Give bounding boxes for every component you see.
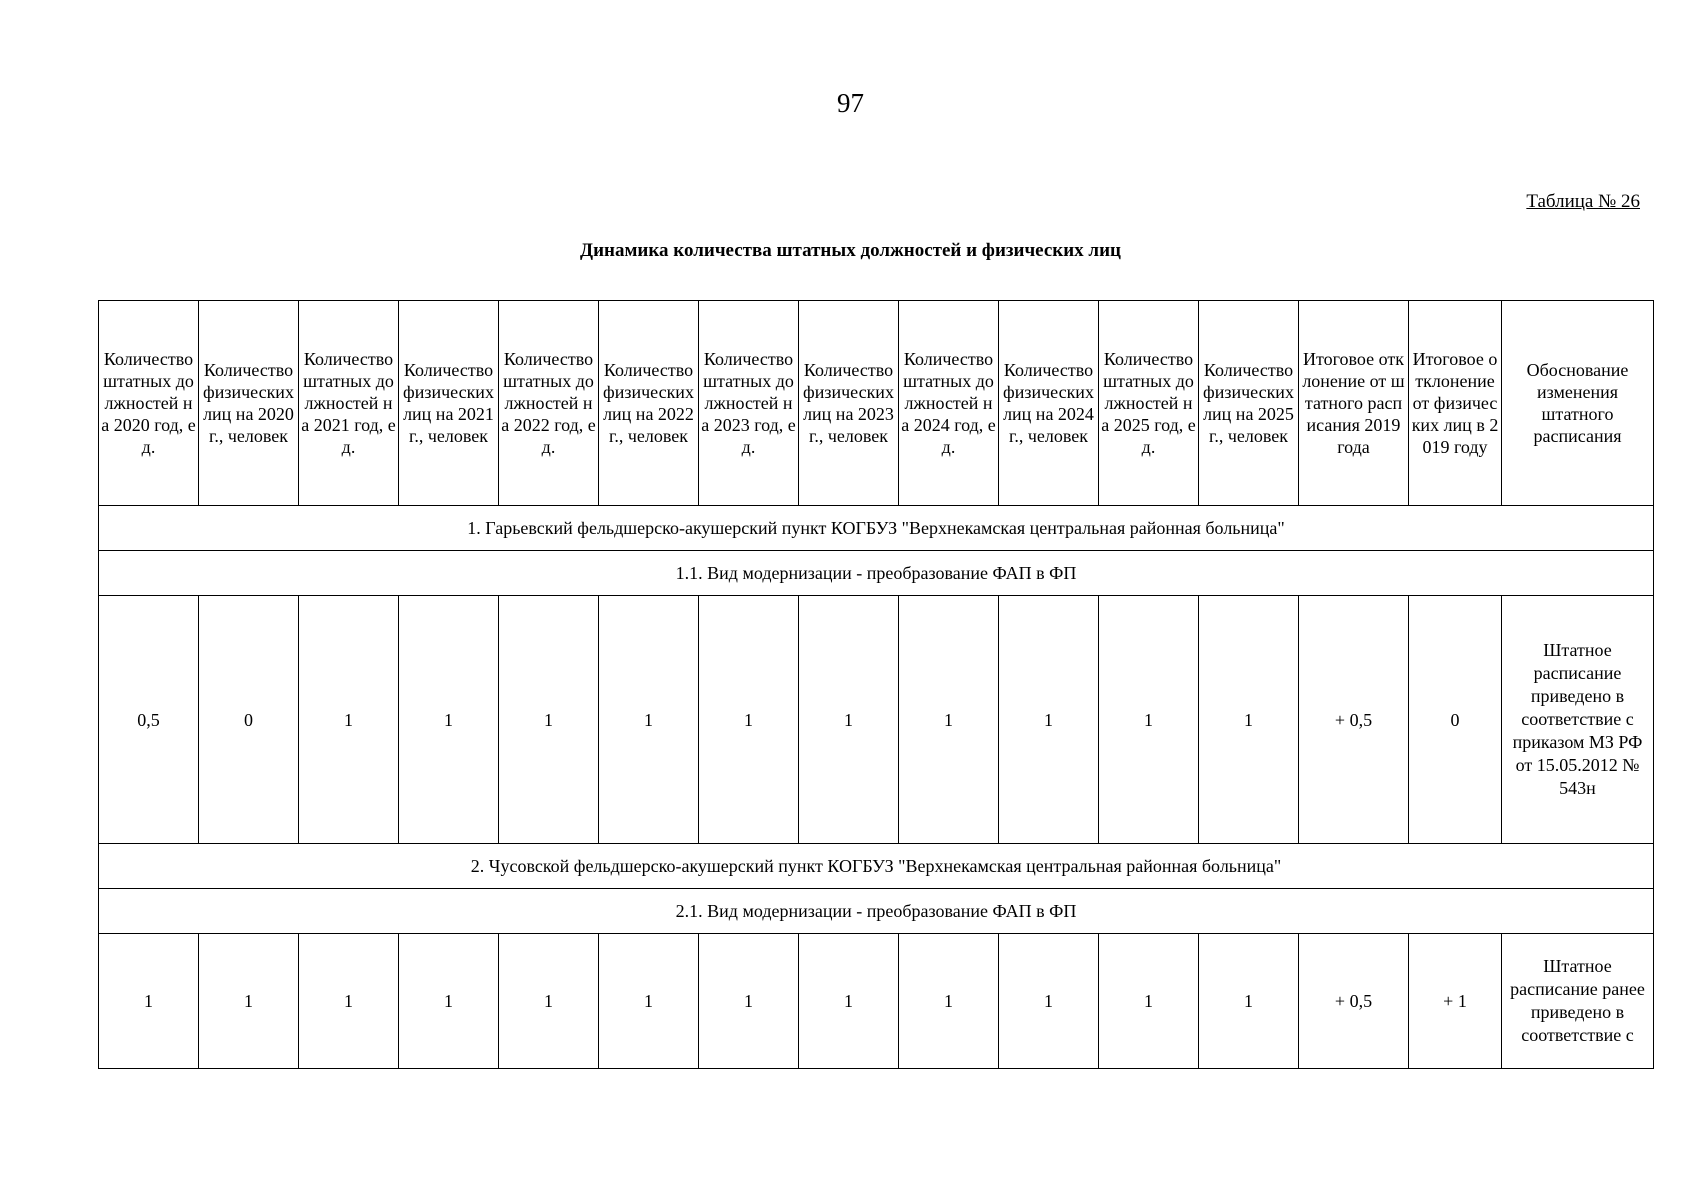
header-row [99,301,1654,506]
header-cell: Количество штатных должностей на 2025 год, ед. [1099,301,1199,506]
value-cell: 1 [299,934,399,1069]
value-cell: 0 [199,596,299,844]
header-cell: Количество физических лиц на 2021 г., человек [399,301,499,506]
value-cell: 1 [499,596,599,844]
header-cell: Обоснование изменения штатного расписания [1502,301,1654,506]
header-cell: Количество штатных должностей на 2024 год, ед. [899,301,999,506]
justification-cell: Штатное расписание приведено в соответствие с приказом МЗ РФ от 15.05.2012 № 543н [1502,596,1654,844]
value-cell: 1 [299,596,399,844]
table-label: Таблица № 26 [1526,191,1640,212]
header-cell: Итоговое отклонение от штатного расписания 2019 года [1299,301,1409,506]
section-subtitle: 2.1. Вид модернизации - преобразование ФАП в ФП [99,889,1654,934]
value-cell: 1 [999,596,1099,844]
section-title-row [99,506,1654,551]
value-cell: 1 [899,596,999,844]
value-cell: + 0,5 [1299,934,1409,1069]
value-cell: 1 [899,934,999,1069]
value-cell: 1 [599,934,699,1069]
header-cell: Количество штатных должностей на 2022 год, ед. [499,301,599,506]
value-cell: 1 [399,934,499,1069]
value-cell: 1 [999,934,1099,1069]
header-cell: Количество штатных должностей на 2020 год, ед. [99,301,199,506]
value-cell: 1 [1099,596,1199,844]
value-cell: 1 [599,596,699,844]
section-title: 1. Гарьевский фельдшерско-акушерский пункт КОГБУЗ "Верхнекамская центральная районная больница" [99,506,1654,551]
table-row [99,596,1654,844]
page-number: 97 [837,88,864,118]
section-subtitle-row [99,889,1654,934]
value-cell: 1 [99,934,199,1069]
header-cell: Количество физических лиц на 2025 г., человек [1199,301,1299,506]
value-cell: + 1 [1409,934,1502,1069]
header-cell: Количество физических лиц на 2023 г., человек [799,301,899,506]
justification-cell: Штатное расписание ранее приведено в соответствие с [1502,934,1654,1069]
value-cell: 1 [499,934,599,1069]
section-subtitle: 1.1. Вид модернизации - преобразование ФАП в ФП [99,551,1654,596]
header-cell: Количество штатных должностей на 2023 год, ед. [699,301,799,506]
value-cell: 1 [799,596,899,844]
value-cell: 0,5 [99,596,199,844]
section-title: 2. Чусовской фельдшерско-акушерский пункт КОГБУЗ "Верхнекамская центральная районная больница" [99,844,1654,889]
value-cell: + 0,5 [1299,596,1409,844]
value-cell: 1 [699,934,799,1069]
document-title: Динамика количества штатных должностей и физических лиц [580,240,1121,261]
header-cell: Количество штатных должностей на 2021 год, ед. [299,301,399,506]
value-cell: 1 [699,596,799,844]
section-subtitle-row [99,551,1654,596]
value-cell: 1 [799,934,899,1069]
header-cell: Количество физических лиц на 2024 г., человек [999,301,1099,506]
staffing-table [98,300,1654,1069]
value-cell: 1 [1199,934,1299,1069]
header-cell: Количество физических лиц на 2020 г., человек [199,301,299,506]
section-title-row [99,844,1654,889]
value-cell: 0 [1409,596,1502,844]
value-cell: 1 [1199,596,1299,844]
table-row [99,934,1654,1069]
header-cell: Количество физических лиц на 2022 г., человек [599,301,699,506]
header-cell: Итоговое отклонение от физических лиц в 2019 году [1409,301,1502,506]
value-cell: 1 [1099,934,1199,1069]
value-cell: 1 [399,596,499,844]
value-cell: 1 [199,934,299,1069]
